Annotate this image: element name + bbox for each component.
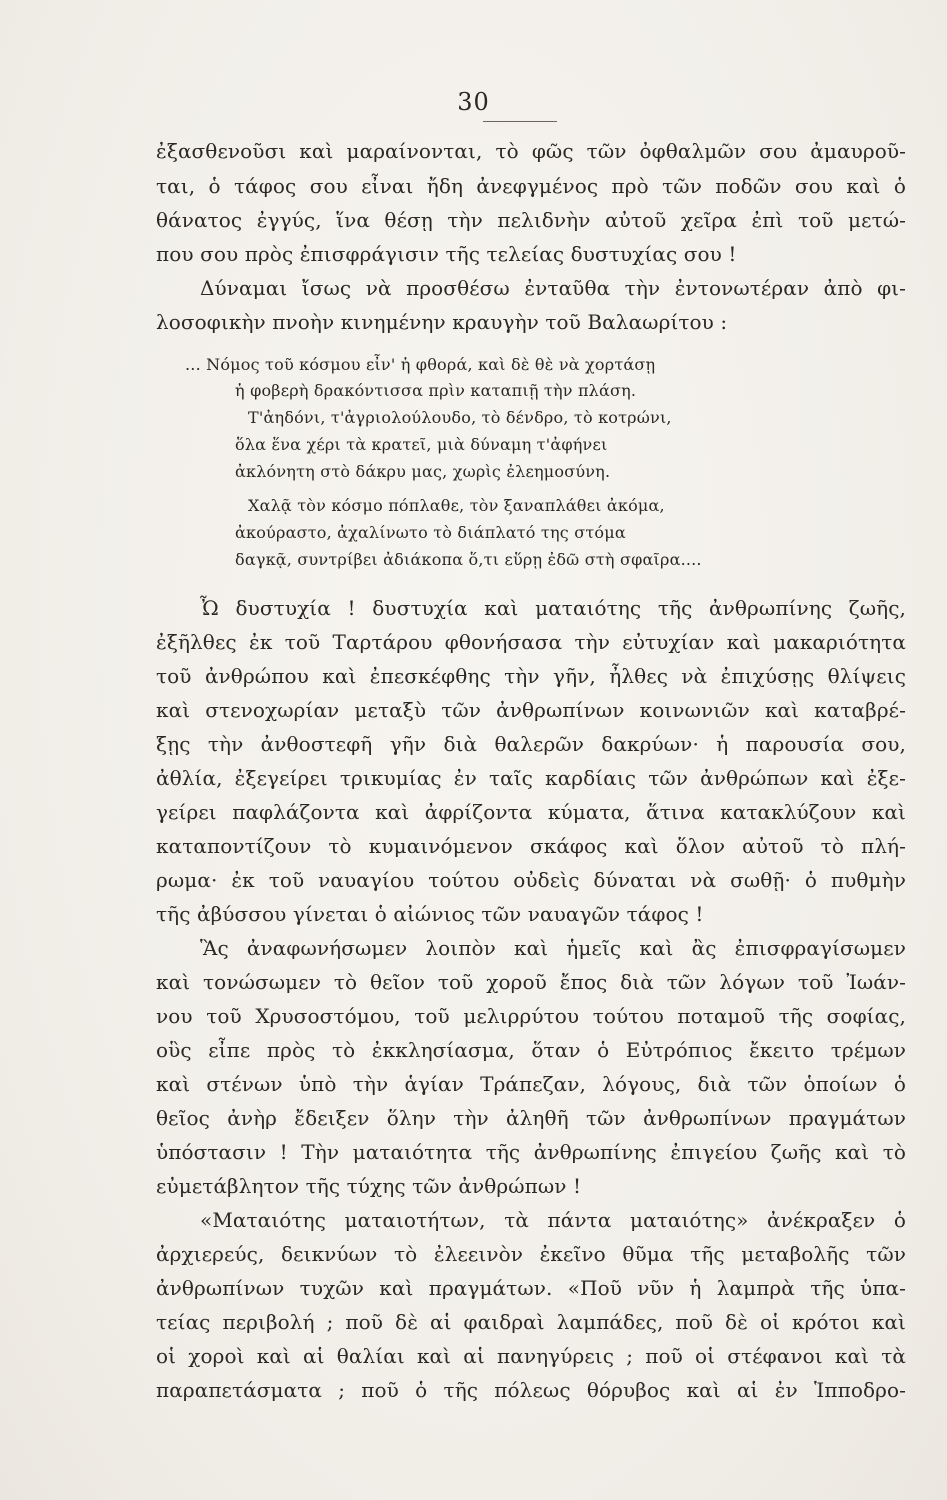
poem-line: ἀκλόνητη στὸ δάκρυ μας, χωρὶς ἐλεημοσύνη. [235,462,611,481]
poem-line: ἀκούραστο, ἀχαλίνωτο τὸ διάπλατό της στόμα [235,523,626,542]
text-line: καὶ στενοχωρίαν μεταξὺ τῶν ἀνθρωπίνων κοινωνιῶν καὶ καταβρέ- [156,698,906,722]
text-line: παραπετάσματα ; ποῦ ὁ τῆς πόλεως θόρυβος καὶ αἱ ἐν Ἱπποδρο- [156,1378,906,1402]
text-line: τείας περιβολή ; ποῦ δὲ αἱ φαιδραὶ λαμπάδες, ποῦ δὲ οἱ κρότοι καὶ [156,1310,906,1334]
text-line: οἱ χοροὶ καὶ αἱ θαλίαι καὶ αἱ πανηγύρεις ; ποῦ οἱ στέφανοι καὶ τὰ [156,1344,906,1368]
poem-line: ... Νόμος τοῦ κόσμου εἶν' ἡ φθορά, καὶ δὲ θὲ νὰ χορτάσῃ [185,355,656,374]
text-line: καταποντίζουν τὸ κυμαινόμενον σκάφος καὶ ὅλον αὐτοῦ τὸ πλή- [156,834,906,858]
text-line: ἐξασθενοῦσι καὶ μαραίνονται, τὸ φῶς τῶν ὀφθαλμῶν σου ἀμαυροῦ- [156,139,906,163]
text-line: ἀθλία, ἐξεγείρει τρικυμίας ἐν ταῖς καρδίαις τῶν ἀνθρώπων καὶ ἐξε- [156,766,906,790]
poem-line: Τ'ἀηδόνι, τ'ἀγριολούλουδο, τὸ δένδρο, τὸ κοτρώνι, [248,408,672,427]
text-line: οὓς εἶπε πρὸς τὸ ἐκκλησίασμα, ὅταν ὁ Εὐτρόπιος ἔκειτο τρέμων [156,1038,906,1062]
text-line: Ὦ δυστυχία ! δυστυχία καὶ ματαιότης τῆς ἀνθρωπίνης ζωῆς, [200,596,906,620]
text-line: θάνατος ἐγγύς, ἵνα θέσῃ τὴν πελιδνὴν αὐτοῦ χεῖρα ἐπὶ τοῦ μετώ- [156,208,906,232]
text-line: Δύναμαι ἴσως νὰ προσθέσω ἐνταῦθα τὴν ἐντονωτέραν ἀπὸ φι- [200,276,906,300]
text-line: νου τοῦ Χρυσοστόμου, τοῦ μελιρρύτου τούτου ποταμοῦ τῆς σοφίας, [156,1004,906,1028]
text-line: ἐξῆλθες ἐκ τοῦ Ταρτάρου φθονήσασα τὴν εὐτυχίαν καὶ μακαριότητα [156,630,906,654]
page-number-rule [483,121,557,122]
text-line: ἀνθρωπίνων τυχῶν καὶ πραγμάτων. «Ποῦ νῦν ἡ λαμπρὰ τῆς ὑπα- [156,1276,906,1300]
text-line: ὑπόστασιν ! Τὴν ματαιότητα τῆς ἀνθρωπίνης ἐπιγείου ζωῆς καὶ τὸ [156,1140,906,1164]
text-line: γείρει παφλάζοντα καὶ ἀφρίζοντα κύματα, ἅτινα κατακλύζουν καὶ [156,800,906,824]
text-line: εὐμετάβλητον τῆς τύχης τῶν ἀνθρώπων ! [156,1174,582,1198]
poem-line: ὅλα ἕνα χέρι τὰ κρατεῖ, μιὰ δύναμη τ'ἀφήνει [235,435,608,454]
text-line: Ἃς ἀναφωνήσωμεν λοιπὸν καὶ ἡμεῖς καὶ ἂς ἐπισφραγίσωμεν [200,936,906,960]
text-line: «Ματαιότης ματαιοτήτων, τὰ πάντα ματαιότης» ἀνέκραξεν ὁ [200,1208,906,1232]
text-line: ἀρχιερεύς, δεικνύων τὸ ἐλεεινὸν ἐκεῖνο θῦμα τῆς μεταβολῆς τῶν [156,1242,906,1266]
text-line: ται, ὁ τάφος σου εἶναι ἤδη ἀνεφγμένος πρὸ τῶν ποδῶν σου καὶ ὁ [156,174,906,198]
text-line: καὶ τονώσωμεν τὸ θεῖον τοῦ χοροῦ ἔπος διὰ τῶν λόγων τοῦ Ἰωάν- [156,970,906,994]
text-line: λοσοφικὴν πνοὴν κινημένην κραυγὴν τοῦ Βαλαωρίτου : [156,310,728,334]
text-line: τῆς ἀβύσσου γίνεται ὁ αἰώνιος τῶν ναυαγῶν τάφος ! [156,902,704,926]
poem-line: ἡ φοβερὴ δρακόντισσα πρὶν καταπιῇ τὴν πλάση. [235,381,637,400]
poem-line: Χαλᾷ τὸν κόσμο πόπλαθε, τὸν ξαναπλάθει ἀκόμα, [248,496,665,515]
text-line: καὶ στένων ὑπὸ τὴν ἁγίαν Τράπεζαν, λόγους, διὰ τῶν ὁποίων ὁ [156,1072,906,1096]
text-line: ρωμα· ἐκ τοῦ ναυαγίου τούτου οὐδεὶς δύναται νὰ σωθῇ· ὁ πυθμὴν [156,868,906,892]
text-line: που σου πρὸς ἐπισφράγισιν τῆς τελείας δυστυχίας σου ! [156,242,737,266]
text-line: ξῃς τὴν ἀνθοστεφῆ γῆν διὰ θαλερῶν δακρύων· ἡ παρουσία σου, [156,732,906,756]
page-number: 30 [457,88,490,116]
text-line: τοῦ ἀνθρώπου καὶ ἐπεσκέφθης τὴν γῆν, ἦλθες νὰ ἐπιχύσῃς θλίψεις [156,664,906,688]
text-line: θεῖος ἀνὴρ ἔδειξεν ὅλην τὴν ἀληθῆ τῶν ἀνθρωπίνων πραγμάτων [156,1106,906,1130]
poem-line: δαγκᾷ, συντρίβει ἀδιάκοπα ὅ,τι εὕρῃ ἐδῶ στὴ σφαῖρα.... [235,550,702,569]
